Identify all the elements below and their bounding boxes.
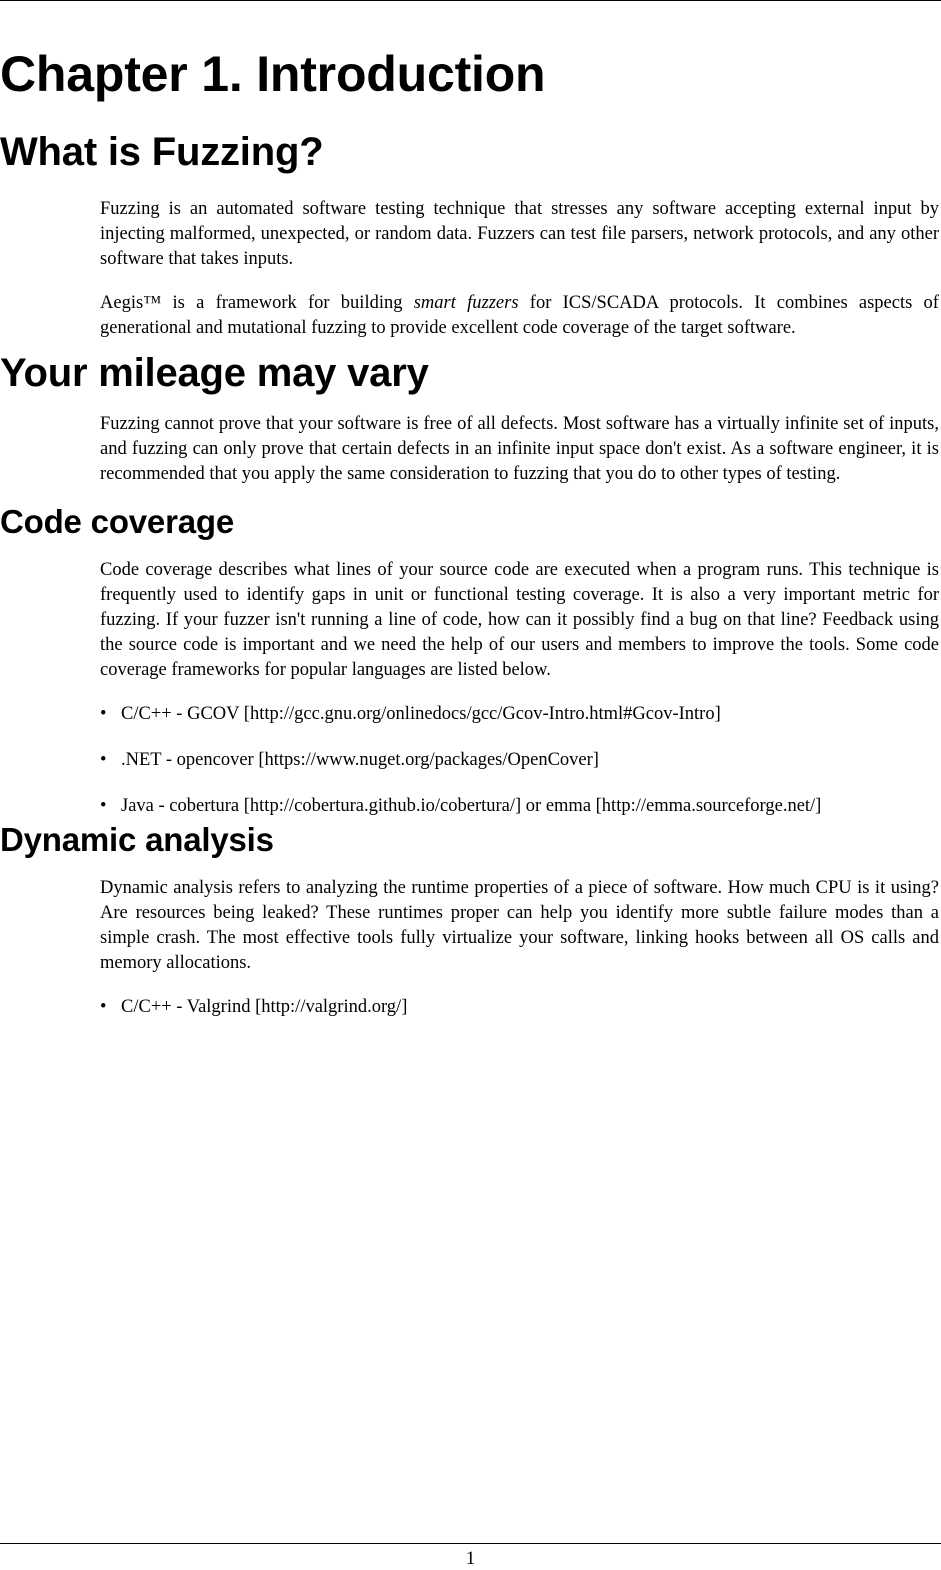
- section-heading-dynamic-analysis: Dynamic analysis: [0, 821, 274, 858]
- text-run: Aegis™ is a framework for building: [100, 293, 414, 313]
- section-heading-mileage: Your mileage may vary: [0, 351, 429, 395]
- paragraph: Fuzzing cannot prove that your software is free of all defects. Most software has a virtually infinite set of inputs, and fuzzing can only prove that certain defects in an infinite input space don't exist. As a software engineer, it is recommended that you apply the same consideration to fuzzing that you do to other types of testing.: [100, 414, 939, 484]
- coverage-tools-list: [100, 702, 939, 819]
- emphasis-text: smart fuzzers: [413, 293, 519, 313]
- dynamic-tools-list: [100, 995, 939, 1020]
- list-item-text: C/C++ - Valgrind [http://valgrind.org/]: [121, 997, 408, 1017]
- text-run: for ICS/SCADA protocols. It combines aspects of generational and mutational fuzzing to provide excellent code coverage of the target software.: [100, 293, 939, 338]
- section-heading-code-coverage: Code coverage: [0, 503, 234, 540]
- list-item: [100, 995, 939, 1020]
- bullet-glyph: •: [100, 750, 107, 770]
- bullet-glyph: •: [100, 704, 107, 724]
- list-item: [100, 702, 939, 727]
- section-body-dynamic-analysis: [100, 876, 939, 1020]
- bottom-rule: [0, 1543, 941, 1544]
- list-item-text: C/C++ - GCOV [http://gcc.gnu.org/onlinedocs/gcc/Gcov-Intro.html#Gcov-Intro]: [121, 704, 721, 724]
- top-rule: [0, 0, 941, 1]
- paragraph: Code coverage describes what lines of your source code are executed when a program runs. This technique is frequently used to identify gaps in unit or functional testing coverage. It is also a very important metric for fuzzing. If your fuzzer isn't running a line of code, how can it possibly find a bug on that line? Feedback using the source code is important and we need the help of our users and members to improve the tools. Some code coverage frameworks for popular languages are listed below.: [100, 560, 939, 680]
- list-item-text: Java - cobertura [http://cobertura.github.io/cobertura/] or emma [http://emma.sourceforge.net/]: [121, 796, 822, 816]
- section-heading-what-is-fuzzing: What is Fuzzing?: [0, 130, 324, 174]
- page-content: [0, 38, 941, 1041]
- bullet-glyph: •: [100, 997, 107, 1017]
- page-number: 1: [465, 1548, 476, 1569]
- list-item-text: .NET - opencover [https://www.nuget.org/packages/OpenCover]: [121, 750, 599, 770]
- paragraph: Fuzzing is an automated software testing technique that stresses any software accepting external input by injecting malformed, unexpected, or random data. Fuzzers can test file parsers, network protocols, and any other software that takes inputs.: [100, 199, 939, 269]
- section-body-what-is-fuzzing: [100, 197, 939, 341]
- section-body-code-coverage: [100, 558, 939, 819]
- section-body-mileage: [100, 412, 939, 487]
- paragraph: [100, 291, 939, 341]
- list-item: [100, 794, 939, 819]
- bullet-glyph: •: [100, 796, 107, 816]
- chapter-title: Chapter 1. Introduction: [0, 46, 546, 102]
- list-item: [100, 748, 939, 773]
- paragraph: Dynamic analysis refers to analyzing the runtime properties of a piece of software. How much CPU is it using? Are resources being leaked? These runtimes proper can help you identify more subtle failure modes than a simple crash. The most effective tools fully virtualize your software, linking hooks between all OS calls and memory allocations.: [100, 878, 939, 973]
